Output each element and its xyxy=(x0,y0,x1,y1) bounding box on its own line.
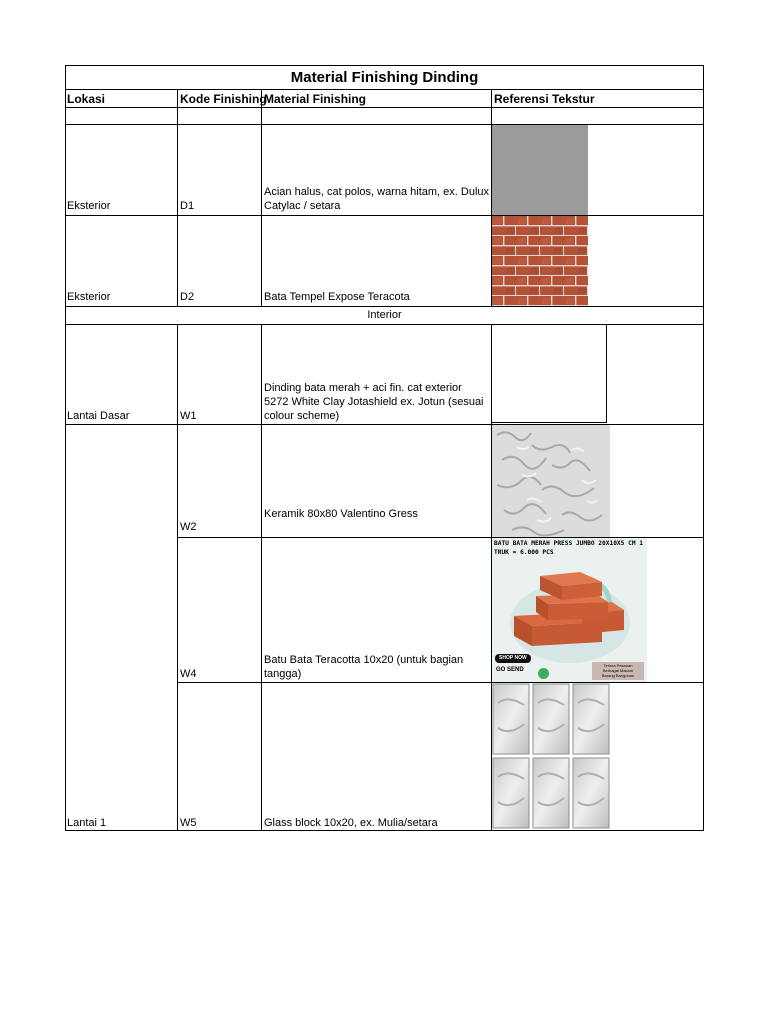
row-d2-lokasi: Eksterior xyxy=(67,291,111,303)
row-w4-kode: W4 xyxy=(180,668,197,680)
white-texture-swatch xyxy=(492,325,607,423)
grid-line xyxy=(703,65,704,831)
row-d2-kode: D2 xyxy=(180,291,195,303)
header-material-finishing: Material Finishing xyxy=(264,92,367,106)
stucco-texture-swatch xyxy=(492,425,610,537)
row-w4-material-line1: Batu Bata Teracotta 10x20 (untuk bagian xyxy=(264,654,464,666)
row-w1-material-line1: Dinding bata merah + aci fin. cat exterior xyxy=(264,382,462,394)
grid-line xyxy=(177,89,178,307)
row-d2-material: Bata Tempel Expose Teracota xyxy=(264,291,410,303)
grid-line xyxy=(261,324,262,831)
shop-now-button: SHOP NOW xyxy=(495,654,531,663)
glass-block-pattern xyxy=(492,683,611,830)
grid-line xyxy=(261,89,262,307)
row-d1-material-line1: Acian halus, cat polos, warna hitam, ex. Dulux xyxy=(264,186,490,198)
grid-line xyxy=(65,65,704,66)
ad-side-line1: Terima Pesanan xyxy=(603,663,633,668)
ad-side-panel xyxy=(592,662,644,680)
brick-product-ad xyxy=(492,538,647,682)
grid-line xyxy=(65,830,704,831)
ad-side-line3: Barang Bangunan xyxy=(601,673,635,678)
table-title: Material Finishing Dinding xyxy=(290,69,479,86)
stucco-pattern xyxy=(492,425,610,537)
gosend-logo: GO SEND xyxy=(496,667,524,673)
row-w4-material-line2: tangga) xyxy=(264,668,302,680)
grid-line xyxy=(65,65,66,831)
section-interior-label: Interior xyxy=(367,309,402,321)
header-kode-finishing: Kode Finishing xyxy=(180,92,267,106)
row-w5-lokasi: Lantai 1 xyxy=(67,817,107,829)
row-w2-material: Keramik 80x80 Valentino Gress xyxy=(264,508,418,520)
brick-pattern xyxy=(492,216,588,306)
grid-line xyxy=(177,324,178,831)
row-w2-kode: W2 xyxy=(180,521,197,533)
tokopedia-icon xyxy=(538,668,549,679)
row-d1-material-line2: Catylac / setara xyxy=(264,200,341,212)
grey-texture-swatch xyxy=(492,125,588,215)
row-w5-material: Glass block 10x20, ex. Mulia/setara xyxy=(264,817,438,829)
header-lokasi: Lokasi xyxy=(67,92,106,106)
grid-line xyxy=(65,124,704,125)
finishing-table xyxy=(65,65,704,831)
grid-line xyxy=(177,682,704,683)
ad-side-line2: Berbagai Macam xyxy=(602,668,634,673)
brick-texture-swatch xyxy=(492,216,588,306)
grid-line xyxy=(65,89,704,90)
row-w5-kode: W5 xyxy=(180,817,197,829)
ad-headline-line1: BATU BATA MERAH PRESS JUMBO 20X10X5 CM 1 xyxy=(494,540,644,547)
row-w1-kode: W1 xyxy=(180,410,197,422)
ad-headline-line2: TRUK = 6.000 PCS xyxy=(494,549,554,556)
row-w1-material-line3: colour scheme) xyxy=(264,410,340,422)
row-w1-lokasi: Lantai Dasar xyxy=(67,410,130,422)
glass-block-swatch xyxy=(492,683,611,830)
header-referensi-tekstur: Referensi Tekstur xyxy=(494,92,595,106)
grid-line xyxy=(65,215,704,216)
grid-line xyxy=(65,107,704,108)
grid-line xyxy=(65,324,704,325)
row-w1-material-line2: 5272 White Clay Jotashield ex. Jotun (sesuai xyxy=(264,396,484,408)
grid-line xyxy=(65,306,704,307)
row-d1-kode: D1 xyxy=(180,200,195,212)
row-d1-lokasi: Eksterior xyxy=(67,200,111,212)
